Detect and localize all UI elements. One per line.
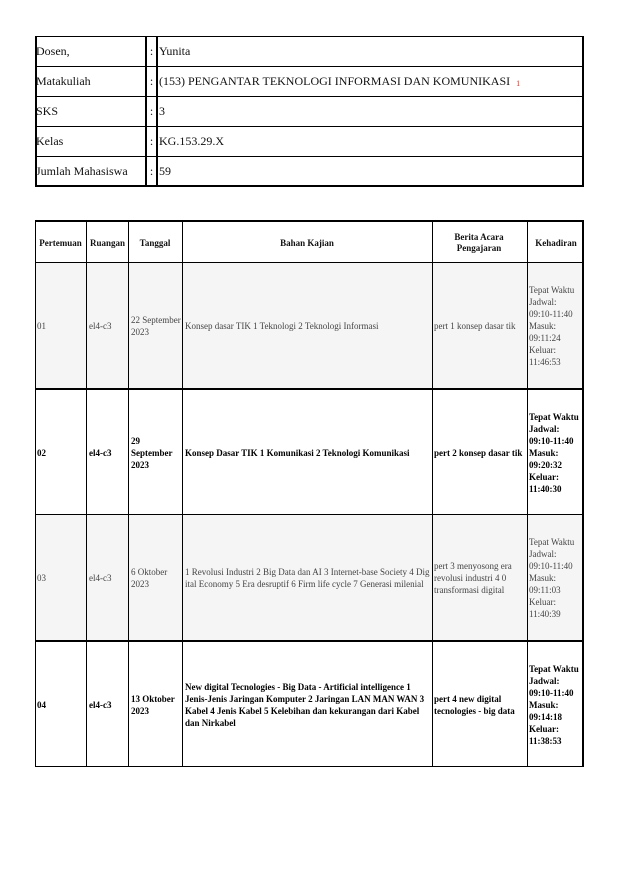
kehadiran-text bbox=[529, 536, 574, 620]
kehadiran-status: Tepat Waktu bbox=[529, 663, 579, 674]
kehadiran-text bbox=[529, 411, 579, 495]
course-info-table bbox=[35, 36, 584, 187]
col-divider bbox=[432, 220, 433, 767]
info-key: Matakuliah bbox=[36, 73, 91, 88]
berita-text: pert 2 konsep dasar tik bbox=[434, 447, 523, 458]
header-bahan-kajian: Bahan Kajian bbox=[280, 237, 334, 248]
cell-pertemuan: 01 bbox=[37, 320, 46, 331]
col-divider bbox=[182, 220, 183, 767]
cell-pertemuan: 03 bbox=[37, 572, 46, 583]
berita-text: pert 3 menyosong era revolusi industri 4 0 transformasi digital bbox=[434, 560, 512, 595]
table-right-border bbox=[582, 220, 584, 767]
kehadiran-text bbox=[529, 284, 574, 368]
kehadiran-masuk: 09:14:18 bbox=[529, 711, 562, 722]
info-key: Kelas bbox=[36, 133, 64, 148]
kehadiran-keluar: 11:38:53 bbox=[529, 735, 562, 746]
info-key: SKS bbox=[36, 103, 59, 118]
cell-ruangan: el4-c3 bbox=[89, 699, 112, 710]
info-row-matakuliah bbox=[35, 66, 584, 95]
cell-tanggal bbox=[131, 390, 181, 515]
header-berita-acara: Berita Acara Pengajaran bbox=[454, 232, 504, 253]
info-sep: : bbox=[149, 133, 154, 148]
info-row-kelas bbox=[35, 126, 584, 155]
cell-kehadiran bbox=[529, 263, 584, 388]
info-sep: : bbox=[149, 103, 154, 118]
cell-pertemuan: 02 bbox=[37, 447, 46, 458]
kehadiran-jadwal-label: Jadwal: bbox=[529, 296, 557, 307]
info-sep: : bbox=[149, 43, 154, 58]
bahan-text: 1 Revolusi Industri 2 Big Data dan AI 3 Internet-base Society 4 Dig ital Economy 5 Era desruptif 6 Firm life cycle 7 Generasi milenial bbox=[185, 566, 430, 589]
kehadiran-keluar-label: Keluar: bbox=[529, 471, 559, 482]
kehadiran-jadwal: 09:10-11:40 bbox=[529, 308, 573, 319]
cell-bahan-kajian bbox=[185, 515, 431, 640]
cell-pertemuan: 04 bbox=[37, 699, 46, 710]
kehadiran-keluar: 11:40:30 bbox=[529, 483, 562, 494]
info-row-jumlah bbox=[35, 156, 584, 187]
kehadiran-status: Tepat Waktu bbox=[529, 536, 575, 547]
info-sep: : bbox=[149, 163, 154, 178]
kehadiran-status: Tepat Waktu bbox=[529, 411, 579, 422]
cell-berita-acara bbox=[434, 642, 526, 767]
kehadiran-jadwal: 09:10-11:40 bbox=[529, 435, 574, 446]
kehadiran-masuk: 09:11:03 bbox=[529, 584, 561, 595]
bahan-text: Konsep Dasar TIK 1 Komunikasi 2 Teknologi Komunikasi bbox=[185, 447, 410, 458]
kehadiran-masuk-label: Masuk: bbox=[529, 572, 556, 583]
kehadiran-keluar-label: Keluar: bbox=[529, 596, 556, 607]
kehadiran-jadwal-label: Jadwal: bbox=[529, 675, 560, 686]
cell-tanggal bbox=[131, 263, 181, 388]
col-divider bbox=[128, 220, 129, 767]
header-kehadiran: Kehadiran bbox=[535, 237, 577, 248]
kehadiran-keluar-label: Keluar: bbox=[529, 344, 556, 355]
kehadiran-jadwal-label: Jadwal: bbox=[529, 548, 557, 559]
kehadiran-masuk: 09:20:32 bbox=[529, 459, 562, 470]
kehadiran-masuk-label: Masuk: bbox=[529, 320, 556, 331]
cell-berita-acara bbox=[434, 515, 526, 640]
kehadiran-status: Tepat Waktu bbox=[529, 284, 575, 295]
info-value: (153) PENGANTAR TEKNOLOGI INFORMASI DAN KOMUNIKASI bbox=[159, 73, 511, 88]
tanggal-text: 29 September 2023 bbox=[131, 435, 173, 470]
table-row bbox=[35, 514, 584, 640]
cell-berita-acara bbox=[434, 390, 526, 515]
cell-ruangan: el4-c3 bbox=[89, 447, 112, 458]
col-divider bbox=[86, 220, 87, 767]
cell-tanggal bbox=[131, 642, 181, 767]
kehadiran-jadwal: 09:10-11:40 bbox=[529, 687, 574, 698]
kehadiran-keluar: 11:40:39 bbox=[529, 608, 561, 619]
info-value: 3 bbox=[159, 103, 165, 118]
cell-tanggal bbox=[131, 515, 181, 640]
cell-bahan-kajian bbox=[185, 263, 431, 388]
table-bottom-border bbox=[35, 766, 584, 767]
kehadiran-jadwal: 09:10-11:40 bbox=[529, 560, 573, 571]
info-value-wrap bbox=[159, 67, 580, 95]
kehadiran-masuk-label: Masuk: bbox=[529, 447, 559, 458]
schedule-table bbox=[35, 220, 584, 767]
info-value: KG.153.29.X bbox=[159, 133, 224, 148]
info-row-sks bbox=[35, 96, 584, 125]
info-note: 1 bbox=[516, 78, 521, 88]
cell-ruangan: el4-c3 bbox=[89, 572, 112, 583]
tanggal-text: 6 Oktober 2023 bbox=[131, 566, 168, 589]
cell-bahan-kajian bbox=[185, 642, 431, 767]
cell-berita-acara bbox=[434, 263, 526, 388]
tanggal-text: 13 Oktober 2023 bbox=[131, 693, 175, 716]
cell-bahan-kajian bbox=[185, 390, 431, 515]
col-divider bbox=[527, 220, 528, 767]
table-row bbox=[35, 640, 584, 767]
kehadiran-masuk: 09:11:24 bbox=[529, 332, 561, 343]
berita-text: pert 4 new digital tecnologies - big data bbox=[434, 693, 515, 716]
kehadiran-keluar-label: Keluar: bbox=[529, 723, 559, 734]
info-value: Yunita bbox=[159, 43, 191, 58]
kehadiran-keluar: 11:46:53 bbox=[529, 356, 561, 367]
header-tanggal: Tanggal bbox=[139, 237, 171, 248]
cell-ruangan: el4-c3 bbox=[89, 320, 112, 331]
schedule-header-row bbox=[35, 220, 584, 264]
tanggal-text: 22 September 2023 bbox=[131, 314, 181, 337]
cell-kehadiran bbox=[529, 390, 584, 515]
header-pertemuan: Pertemuan bbox=[39, 237, 82, 248]
info-value: 59 bbox=[159, 163, 171, 178]
info-sep: : bbox=[149, 73, 154, 88]
info-key: Dosen, bbox=[36, 43, 70, 58]
kehadiran-text bbox=[529, 663, 579, 747]
table-left-border bbox=[35, 220, 36, 767]
cell-kehadiran bbox=[529, 642, 584, 767]
header-ruangan: Ruangan bbox=[89, 237, 125, 248]
kehadiran-jadwal-label: Jadwal: bbox=[529, 423, 560, 434]
table-row bbox=[35, 388, 584, 515]
kehadiran-masuk-label: Masuk: bbox=[529, 699, 559, 710]
berita-text: pert 1 konsep dasar tik bbox=[434, 320, 516, 331]
bahan-text: Konsep dasar TIK 1 Teknologi 2 Teknologi Informasi bbox=[185, 320, 379, 331]
bahan-text: New digital Tecnologies - Big Data - Artificial intelligence 1 Jenis-Jenis Jaringan Komputer 2 Jaringan LAN MAN WAN 3 Kabel 4 Jenis Kabel 5 Kelebihan dan kekurangan dari Kabel dan Nirkabel bbox=[185, 681, 425, 728]
info-key: Jumlah Mahasiswa bbox=[36, 163, 128, 178]
info-row-dosen bbox=[35, 36, 584, 65]
cell-kehadiran bbox=[529, 515, 584, 640]
table-row bbox=[35, 262, 584, 388]
